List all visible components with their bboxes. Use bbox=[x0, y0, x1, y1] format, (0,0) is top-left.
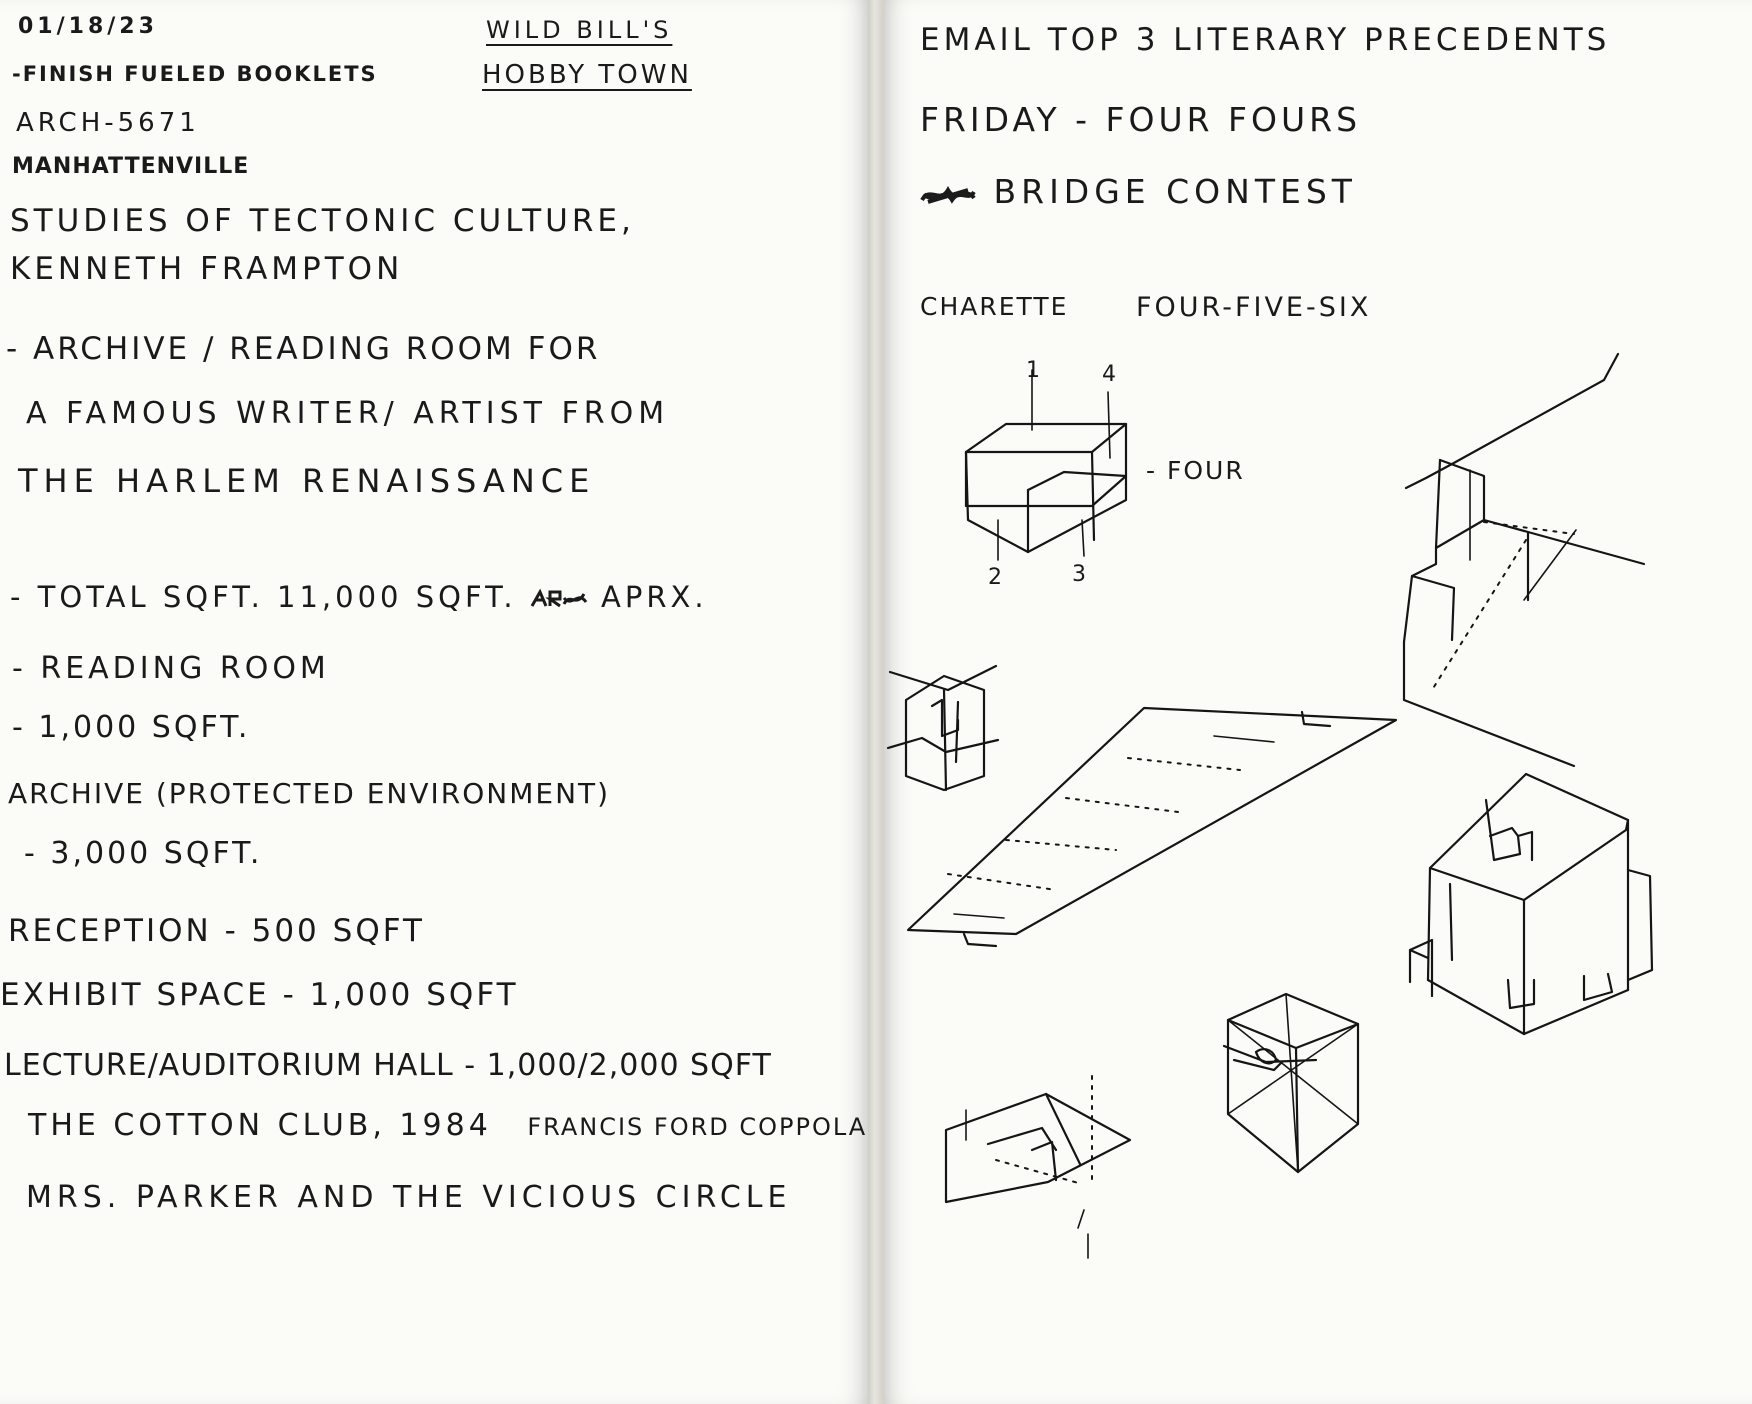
sketch-number-3: 3 bbox=[1072, 562, 1086, 587]
email-note: EMAIL TOP 3 LITERARY PRECEDENTS bbox=[920, 22, 1611, 58]
note-todo: -FINISH FUELED BOOKLETS bbox=[12, 62, 378, 86]
sketch-open-box bbox=[1224, 994, 1358, 1172]
archive-area: - 3,000 SQFT. bbox=[24, 836, 263, 871]
bridge-contest-text: BRIDGE CONTEST bbox=[993, 172, 1357, 211]
sketch-folded-plane bbox=[946, 1076, 1130, 1258]
reading-room: - READING ROOM bbox=[12, 651, 330, 686]
sketch-box-numbered bbox=[966, 370, 1126, 560]
film-1-director: FRANCIS FORD COPPOLA bbox=[527, 1113, 868, 1141]
brief-line-3: THE HARLEM RENAISSANCE bbox=[18, 462, 596, 500]
store-name-line1: WILD BILL'S bbox=[486, 16, 673, 44]
book-author: KENNETH FRAMPTON bbox=[10, 251, 404, 287]
scribble-icon bbox=[530, 588, 588, 610]
film-2: MRS. PARKER AND THE VICIOUS CIRCLE bbox=[26, 1180, 792, 1215]
course-code: ARCH-5671 bbox=[16, 108, 200, 138]
isometric-sketches bbox=[884, 0, 1752, 1404]
brief-line-2: A FAMOUS WRITER/ ARTIST FROM bbox=[26, 396, 670, 431]
sketch-large-structure bbox=[1410, 774, 1652, 1034]
store-name-line2: HOBBY TOWN bbox=[482, 60, 692, 90]
charette-label: CHARETTE bbox=[920, 292, 1069, 321]
exhibit-space: EXHIBIT SPACE - 1,000 SQFT bbox=[0, 977, 519, 1013]
book-title: STUDIES OF TECTONIC CULTURE, bbox=[10, 203, 635, 239]
sketch-number-1: 1 bbox=[1026, 358, 1040, 383]
charette-series: FOUR-FIVE-SIX bbox=[1136, 292, 1372, 323]
location: MANHATTENVILLE bbox=[12, 154, 250, 179]
sketch-label-four: - FOUR bbox=[1146, 456, 1245, 485]
reception: RECEPTION - 500 SQFT bbox=[8, 913, 425, 949]
film-1-title: THE COTTON CLUB, 1984 bbox=[28, 1108, 492, 1143]
left-page bbox=[0, 0, 868, 1404]
brief-line-1: - ARCHIVE / READING ROOM FOR bbox=[6, 331, 601, 367]
archive: ARCHIVE (PROTECTED ENVIRONMENT) bbox=[8, 777, 611, 810]
right-page bbox=[884, 0, 1752, 1404]
notebook-gutter bbox=[868, 0, 884, 1404]
total-area bbox=[10, 580, 708, 614]
sketch-small-blocks bbox=[888, 666, 998, 790]
reading-room-area: - 1,000 SQFT. bbox=[12, 710, 251, 745]
sketch-number-4: 4 bbox=[1102, 362, 1116, 387]
sketch-stepped-wall bbox=[1404, 354, 1644, 766]
total-area-text: - TOTAL SQFT. 11,000 SQFT. bbox=[10, 580, 517, 614]
friday-note: FRIDAY - FOUR FOURS bbox=[920, 100, 1362, 139]
total-area-approx: APRX. bbox=[601, 580, 708, 614]
lecture-hall: LECTURE/AUDITORIUM HALL - 1,000/2,000 SQFT bbox=[4, 1048, 772, 1083]
sketch-number-2: 2 bbox=[988, 565, 1002, 590]
film-1 bbox=[28, 1108, 867, 1143]
note-date: 01/18/23 bbox=[18, 14, 158, 39]
